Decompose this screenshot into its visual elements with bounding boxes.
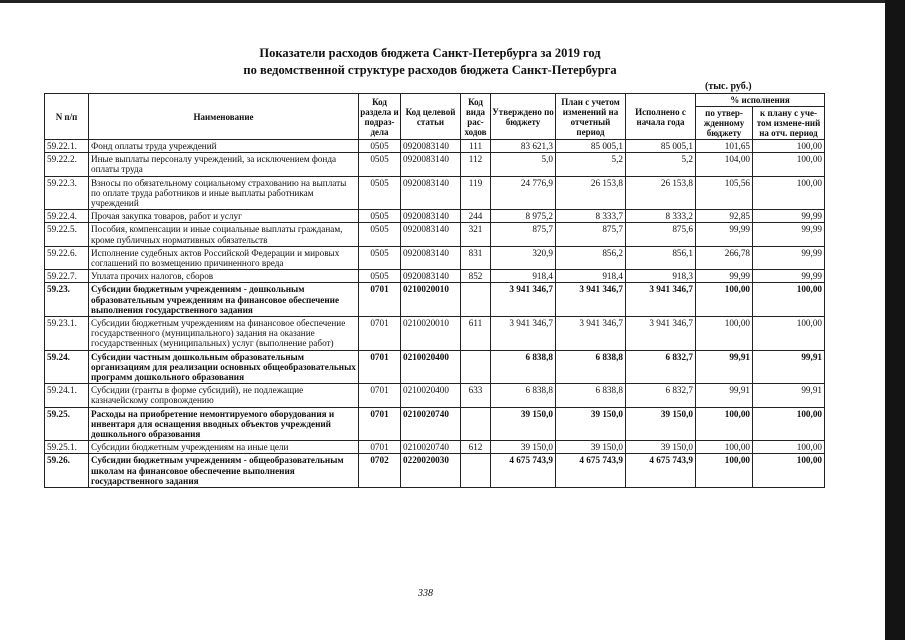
row-approved: 5,0 — [491, 153, 556, 176]
row-num: 59.23.1. — [45, 317, 89, 351]
row-approved: 3 941 346,7 — [491, 317, 556, 351]
header-num: N п/п — [45, 94, 89, 140]
table-row — [45, 246, 825, 269]
header-kind: Код вида рас-ходов — [461, 94, 491, 140]
row-pct-approved: 92,85 — [696, 210, 753, 223]
row-kind — [461, 350, 491, 384]
row-pct-approved: 266,78 — [696, 246, 753, 269]
row-name: Субсидии бюджетным учреждениям - общеобразовательным школам на финансовое обеспечение выполнения государственного задания — [89, 454, 359, 488]
row-target: 0210020400 — [401, 350, 461, 384]
row-pct-plan: 99,91 — [753, 384, 825, 407]
row-executed: 8 333,2 — [626, 210, 696, 223]
row-executed: 85 005,1 — [626, 140, 696, 153]
row-section: 0505 — [359, 210, 401, 223]
row-pct-plan: 100,00 — [753, 454, 825, 488]
table-row — [45, 283, 825, 317]
row-kind: 111 — [461, 140, 491, 153]
row-num: 59.23. — [45, 283, 89, 317]
row-num: 59.22.1. — [45, 140, 89, 153]
table-row — [45, 350, 825, 384]
header-row — [45, 94, 825, 107]
row-plan: 26 153,8 — [556, 176, 626, 210]
row-executed: 3 941 346,7 — [626, 283, 696, 317]
row-num: 59.25.1. — [45, 441, 89, 454]
row-pct-approved: 99,99 — [696, 270, 753, 283]
row-target: 0920083140 — [401, 153, 461, 176]
row-num: 59.22.2. — [45, 153, 89, 176]
row-approved: 6 838,8 — [491, 384, 556, 407]
row-kind: 321 — [461, 223, 491, 246]
row-name: Субсидии бюджетным учреждениям - дошкольным образовательным учреждениям на финансовое обеспечение выполнения государственного задания — [89, 283, 359, 317]
row-plan: 85 005,1 — [556, 140, 626, 153]
row-approved: 83 621,3 — [491, 140, 556, 153]
row-plan: 856,2 — [556, 246, 626, 269]
row-pct-approved: 100,00 — [696, 441, 753, 454]
row-target: 0920083140 — [401, 176, 461, 210]
row-approved: 39 150,0 — [491, 441, 556, 454]
row-target: 0920083140 — [401, 210, 461, 223]
row-pct-plan: 99,91 — [753, 350, 825, 384]
row-pct-plan: 100,00 — [753, 441, 825, 454]
row-section: 0505 — [359, 140, 401, 153]
row-pct-approved: 100,00 — [696, 317, 753, 351]
row-executed: 39 150,0 — [626, 407, 696, 441]
row-target: 0920083140 — [401, 246, 461, 269]
row-target: 0920083140 — [401, 270, 461, 283]
row-executed: 6 832,7 — [626, 350, 696, 384]
table-row — [45, 384, 825, 407]
row-num: 59.22.6. — [45, 246, 89, 269]
table-row — [45, 153, 825, 176]
row-plan: 8 333,7 — [556, 210, 626, 223]
row-pct-plan: 100,00 — [753, 176, 825, 210]
row-num: 59.22.7. — [45, 270, 89, 283]
row-kind — [461, 283, 491, 317]
row-plan: 39 150,0 — [556, 407, 626, 441]
row-executed: 918,3 — [626, 270, 696, 283]
row-kind: 244 — [461, 210, 491, 223]
row-target: 0920083140 — [401, 140, 461, 153]
row-section: 0505 — [359, 246, 401, 269]
row-pct-plan: 99,99 — [753, 270, 825, 283]
row-pct-plan: 100,00 — [753, 153, 825, 176]
table-row — [45, 270, 825, 283]
row-executed: 4 675 743,9 — [626, 454, 696, 488]
row-target: 0920083140 — [401, 223, 461, 246]
header-percent-group: % исполнения — [696, 94, 825, 107]
row-pct-approved: 105,56 — [696, 176, 753, 210]
row-executed: 6 832,7 — [626, 384, 696, 407]
header-target: Код целевой статьи — [401, 94, 461, 140]
row-target: 0210020010 — [401, 283, 461, 317]
row-name: Иные выплаты персоналу учреждений, за исключением фонда оплаты труда — [89, 153, 359, 176]
row-approved: 3 941 346,7 — [491, 283, 556, 317]
row-pct-approved: 101,65 — [696, 140, 753, 153]
header-section: Код раздела и подраз-дела — [359, 94, 401, 140]
row-name: Взносы по обязательному социальному страхованию на выплаты по оплате труда работников и иные выплаты работникам учреждений — [89, 176, 359, 210]
row-pct-plan: 99,99 — [753, 223, 825, 246]
row-approved: 39 150,0 — [491, 407, 556, 441]
table-body — [45, 140, 825, 488]
row-section: 0701 — [359, 283, 401, 317]
row-num: 59.26. — [45, 454, 89, 488]
row-kind: 112 — [461, 153, 491, 176]
row-name: Прочая закупка товаров, работ и услуг — [89, 210, 359, 223]
table-row — [45, 223, 825, 246]
row-section: 0505 — [359, 153, 401, 176]
table-row — [45, 441, 825, 454]
row-kind: 831 — [461, 246, 491, 269]
row-executed: 3 941 346,7 — [626, 317, 696, 351]
row-pct-approved: 100,00 — [696, 283, 753, 317]
row-section: 0701 — [359, 317, 401, 351]
header-pct-approved: по утвер-жденному бюджету — [696, 107, 753, 140]
scan-border-right — [885, 0, 905, 640]
document-subtitle: по ведомственной структуре расходов бюджета Санкт-Петербурга — [243, 63, 617, 77]
row-section: 0505 — [359, 223, 401, 246]
row-executed: 856,1 — [626, 246, 696, 269]
row-approved: 918,4 — [491, 270, 556, 283]
row-name: Исполнение судебных актов Российской Федерации и мировых соглашений по возмещению причиненного вреда — [89, 246, 359, 269]
row-target: 0210020010 — [401, 317, 461, 351]
row-num: 59.22.3. — [45, 176, 89, 210]
row-kind: 611 — [461, 317, 491, 351]
row-name: Субсидии бюджетным учреждениям на иные цели — [89, 441, 359, 454]
header-plan: План с учетом изменений на отчетный период — [556, 94, 626, 140]
row-section: 0701 — [359, 441, 401, 454]
row-name: Фонд оплаты труда учреждений — [89, 140, 359, 153]
row-target: 0210020400 — [401, 384, 461, 407]
row-target: 0220020030 — [401, 454, 461, 488]
row-num: 59.25. — [45, 407, 89, 441]
row-target: 0210020740 — [401, 441, 461, 454]
row-pct-approved: 99,91 — [696, 350, 753, 384]
row-section: 0701 — [359, 407, 401, 441]
row-plan: 6 838,8 — [556, 384, 626, 407]
row-plan: 6 838,8 — [556, 350, 626, 384]
row-approved: 24 776,9 — [491, 176, 556, 210]
header-name: Наименование — [89, 94, 359, 140]
row-executed: 26 153,8 — [626, 176, 696, 210]
document-title: Показатели расходов бюджета Санкт-Петербурга за 2019 год — [259, 46, 601, 60]
row-plan: 3 941 346,7 — [556, 317, 626, 351]
header-executed: Исполнено с начала года — [626, 94, 696, 140]
row-name: Субсидии (гранты в форме субсидий), не подлежащие казначейскому сопровождению — [89, 384, 359, 407]
row-pct-approved: 100,00 — [696, 407, 753, 441]
row-pct-plan: 99,99 — [753, 246, 825, 269]
row-section: 0702 — [359, 454, 401, 488]
table-row — [45, 176, 825, 210]
header-approved: Утверждено по бюджету — [491, 94, 556, 140]
row-kind: 612 — [461, 441, 491, 454]
row-pct-approved: 100,00 — [696, 454, 753, 488]
row-pct-approved: 104,00 — [696, 153, 753, 176]
table-row — [45, 407, 825, 441]
row-plan: 39 150,0 — [556, 441, 626, 454]
row-approved: 8 975,2 — [491, 210, 556, 223]
budget-table — [44, 93, 825, 488]
row-section: 0701 — [359, 350, 401, 384]
row-executed: 39 150,0 — [626, 441, 696, 454]
row-num: 59.22.5. — [45, 223, 89, 246]
row-pct-approved: 99,99 — [696, 223, 753, 246]
units-label: (тыс. руб.) — [705, 81, 752, 92]
row-pct-plan: 100,00 — [753, 140, 825, 153]
row-name: Субсидии бюджетным учреждениям на финансовое обеспечение государственного (муниципального) задания на оказание государственных (муниципальных) услуг (выполнение работ) — [89, 317, 359, 351]
row-pct-plan: 100,00 — [753, 407, 825, 441]
row-executed: 5,2 — [626, 153, 696, 176]
row-kind: 633 — [461, 384, 491, 407]
row-name: Пособия, компенсации и иные социальные выплаты гражданам, кроме публичных нормативных обязательств — [89, 223, 359, 246]
row-approved: 6 838,8 — [491, 350, 556, 384]
row-num: 59.22.4. — [45, 210, 89, 223]
row-plan: 875,7 — [556, 223, 626, 246]
row-pct-plan: 99,99 — [753, 210, 825, 223]
row-name: Субсидии частным дошкольным образовательным организациям для реализации основных общеобразовательных программ дошкольного образования — [89, 350, 359, 384]
row-kind — [461, 454, 491, 488]
row-section: 0505 — [359, 270, 401, 283]
row-target: 0210020740 — [401, 407, 461, 441]
row-num: 59.24. — [45, 350, 89, 384]
scan-border-top — [0, 0, 905, 3]
row-plan: 3 941 346,7 — [556, 283, 626, 317]
row-section: 0701 — [359, 384, 401, 407]
table-row — [45, 454, 825, 488]
header-pct-plan: к плану с уче-том измене-ний на отч. период — [753, 107, 825, 140]
row-executed: 875,6 — [626, 223, 696, 246]
table-row — [45, 317, 825, 351]
row-kind — [461, 407, 491, 441]
row-pct-approved: 99,91 — [696, 384, 753, 407]
row-kind: 852 — [461, 270, 491, 283]
table-row — [45, 210, 825, 223]
page-number: 338 — [418, 588, 433, 599]
row-pct-plan: 100,00 — [753, 317, 825, 351]
row-kind: 119 — [461, 176, 491, 210]
row-name: Уплата прочих налогов, сборов — [89, 270, 359, 283]
row-plan: 4 675 743,9 — [556, 454, 626, 488]
row-pct-plan: 100,00 — [753, 283, 825, 317]
row-approved: 875,7 — [491, 223, 556, 246]
table-row — [45, 140, 825, 153]
row-section: 0505 — [359, 176, 401, 210]
row-num: 59.24.1. — [45, 384, 89, 407]
row-name: Расходы на приобретение немонтируемого оборудования и инвентаря для оснащения вводных объектов учреждений дошкольного образования — [89, 407, 359, 441]
row-plan: 918,4 — [556, 270, 626, 283]
row-plan: 5,2 — [556, 153, 626, 176]
row-approved: 4 675 743,9 — [491, 454, 556, 488]
row-approved: 320,9 — [491, 246, 556, 269]
